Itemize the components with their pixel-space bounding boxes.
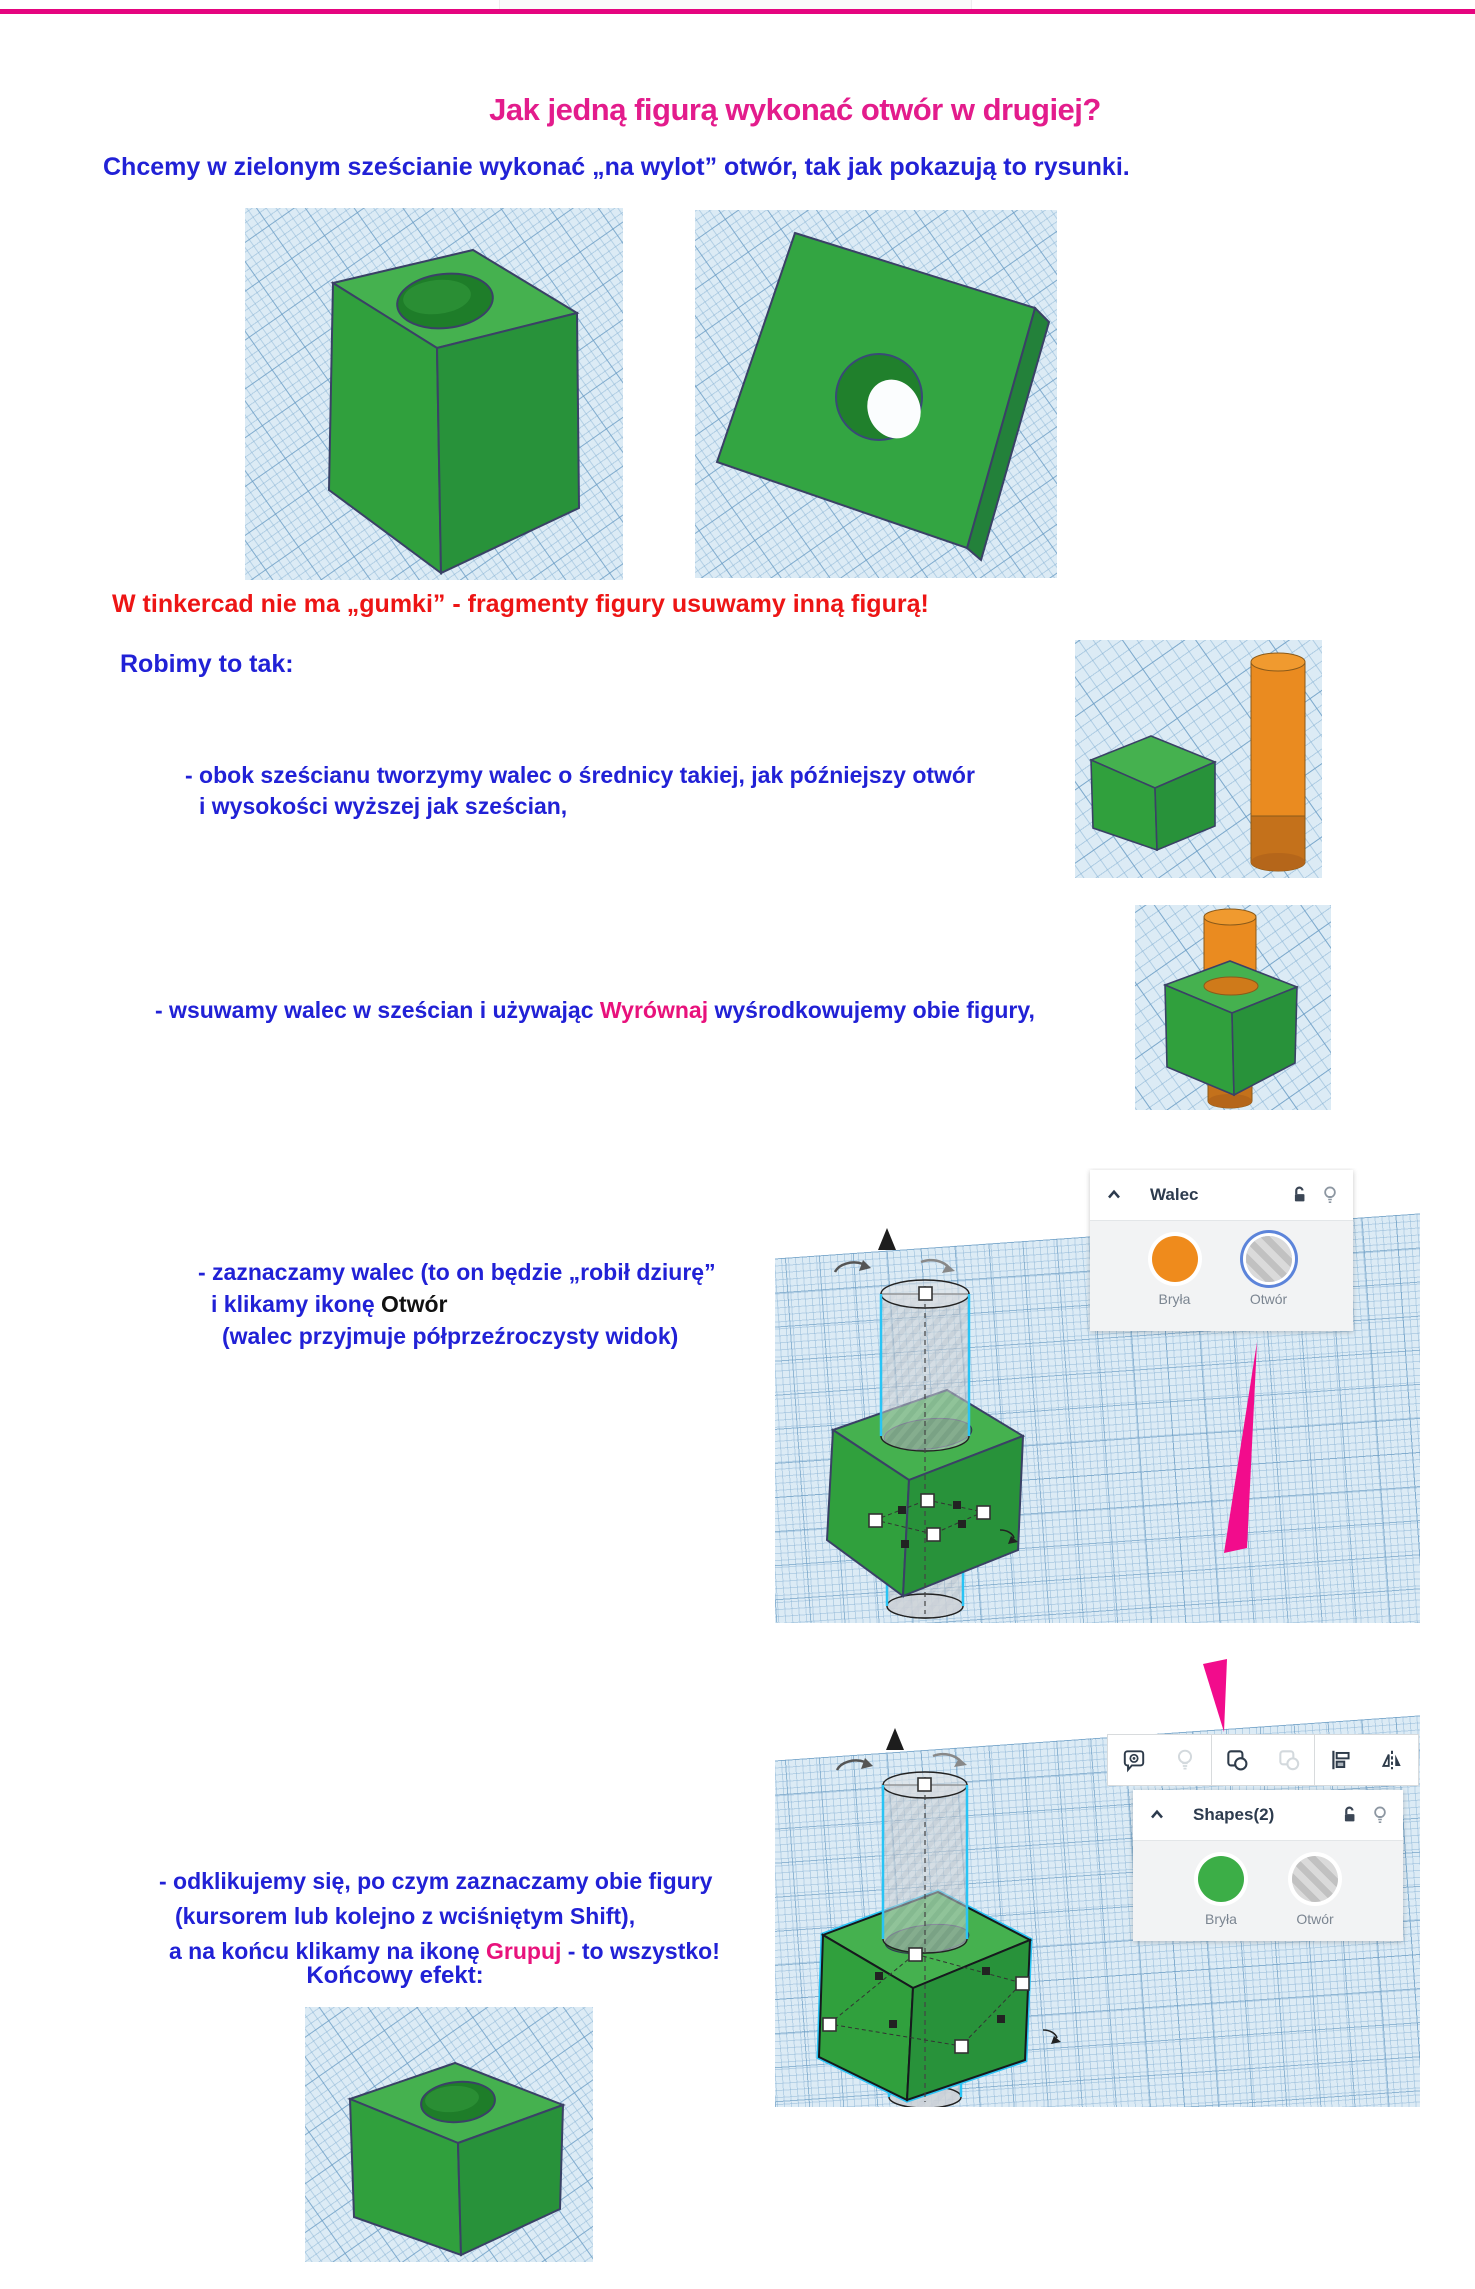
solid-option[interactable] [1198, 1856, 1244, 1941]
shapes-panel-body [1133, 1841, 1403, 1941]
step-2-line [155, 995, 1035, 1026]
figure-cylinder-through-cube [1135, 905, 1331, 1110]
cube-cylinder-art [1075, 640, 1322, 878]
page-title: Jak jedną figurą wykonać otwór w drugiej? [489, 92, 1101, 127]
step-3-bold: Otwór [381, 1291, 448, 1317]
annotation-arrow [1224, 1342, 1257, 1553]
align-button[interactable] [1314, 1735, 1366, 1785]
shapes-panel-header [1133, 1790, 1403, 1841]
steps-header: Robimy to tak: [120, 650, 294, 678]
solid-label: Bryła [1158, 1291, 1191, 1307]
lightbulb-icon[interactable] [1321, 1185, 1339, 1205]
walec-panel-header [1090, 1170, 1353, 1221]
top-accent-bar [0, 9, 1475, 14]
edit-toolbar [1107, 1734, 1419, 1786]
warning-text: W tinkercad nie ma „gumki” - fragmenty figury usuwamy inną figurą! [112, 590, 929, 618]
walec-panel [1090, 1170, 1353, 1331]
step-2-text: - wsuwamy walec w sześcian i używając [155, 997, 600, 1023]
shapes-panel [1133, 1790, 1403, 1941]
step-3 [198, 1256, 716, 1352]
step-3-line-2 [211, 1288, 716, 1320]
group-button[interactable] [1211, 1735, 1263, 1785]
hole-label: Otwór [1296, 1911, 1334, 1927]
align-icon [1328, 1747, 1354, 1773]
figure-cube-with-hole [245, 208, 623, 580]
walec-panel-body [1090, 1221, 1353, 1331]
step-1-line-1: - obok sześcianu tworzymy walec o średnicy takiej, jak późniejszy otwór [185, 762, 975, 788]
step-4-line-2: (kursorem lub kolejno z wciśniętym Shift), [175, 1903, 636, 1929]
lightbulb-icon [1172, 1747, 1198, 1773]
annotation-arrow [1203, 1659, 1227, 1732]
inspect-icon [1121, 1747, 1147, 1773]
green-cube-hole-art [245, 208, 623, 580]
panel-title: Shapes(2) [1193, 1805, 1275, 1824]
step-4-line-1: - odklikujemy się, po czym zaznaczamy obie figury [159, 1868, 713, 1894]
chevron-up-icon[interactable] [1147, 1805, 1167, 1825]
lightbulb-icon[interactable] [1371, 1805, 1389, 1825]
step-4-highlight: Grupuj [486, 1938, 562, 1964]
mirror-button[interactable] [1367, 1735, 1419, 1785]
chevron-up-icon[interactable] [1104, 1185, 1124, 1205]
hole-label: Otwór [1249, 1291, 1288, 1307]
light-button[interactable] [1159, 1735, 1210, 1785]
step-4 [159, 1864, 720, 1969]
solid-swatch[interactable] [1198, 1856, 1244, 1902]
mirror-icon [1379, 1747, 1405, 1773]
step-1 [185, 760, 975, 822]
lock-open-icon[interactable] [1289, 1185, 1309, 1205]
tinkercad-screenshot-hole [775, 1168, 1420, 1623]
hole-option[interactable] [1246, 1236, 1292, 1331]
hole-swatch[interactable] [1246, 1236, 1292, 1282]
inspect-button[interactable] [1107, 1735, 1159, 1785]
panel-title: Walec [1150, 1185, 1199, 1204]
solid-swatch[interactable] [1152, 1236, 1198, 1282]
ungroup-icon [1276, 1747, 1302, 1773]
solid-option[interactable] [1152, 1236, 1198, 1331]
step-3-text: i klikamy ikonę [211, 1291, 382, 1317]
tinkercad-screenshot-group [775, 1652, 1420, 2107]
cylinder-through-cube-art [1135, 905, 1331, 1110]
lock-open-icon[interactable] [1339, 1805, 1359, 1825]
step-2-text-after: wyśrodkowujemy obie figury, [708, 997, 1035, 1023]
step-3-line-1: - zaznaczamy walec (to on będzie „robił dziurę” [198, 1259, 716, 1285]
step-4-text: a na końcu klikamy na ikonę [169, 1938, 487, 1964]
step-4-text-after: - to wszystko! [561, 1938, 720, 1964]
green-plate-hole-art [695, 210, 1057, 578]
ungroup-button[interactable] [1263, 1735, 1314, 1785]
group-icon [1224, 1747, 1250, 1773]
solid-label: Bryła [1205, 1911, 1237, 1927]
figure-plate-with-hole [695, 210, 1057, 578]
figure-final-result [305, 2007, 593, 2262]
hole-option[interactable] [1292, 1856, 1338, 1941]
figure-cube-and-cylinder [1075, 640, 1322, 878]
final-label: Końcowy efekt: [306, 1962, 484, 1989]
final-cube-art [305, 2007, 593, 2262]
step-1-line-2: i wysokości wyższej jak sześcian, [199, 793, 568, 819]
step-3-line-3: (walec przyjmuje półprzeźroczysty widok) [222, 1323, 679, 1349]
step-2 [155, 995, 1035, 1026]
intro-text: Chcemy w zielonym sześcianie wykonać „na wylot” otwór, tak jak pokazują to rysunki. [103, 153, 1130, 181]
hole-swatch[interactable] [1292, 1856, 1338, 1902]
step-2-highlight: Wyrównaj [599, 997, 709, 1023]
